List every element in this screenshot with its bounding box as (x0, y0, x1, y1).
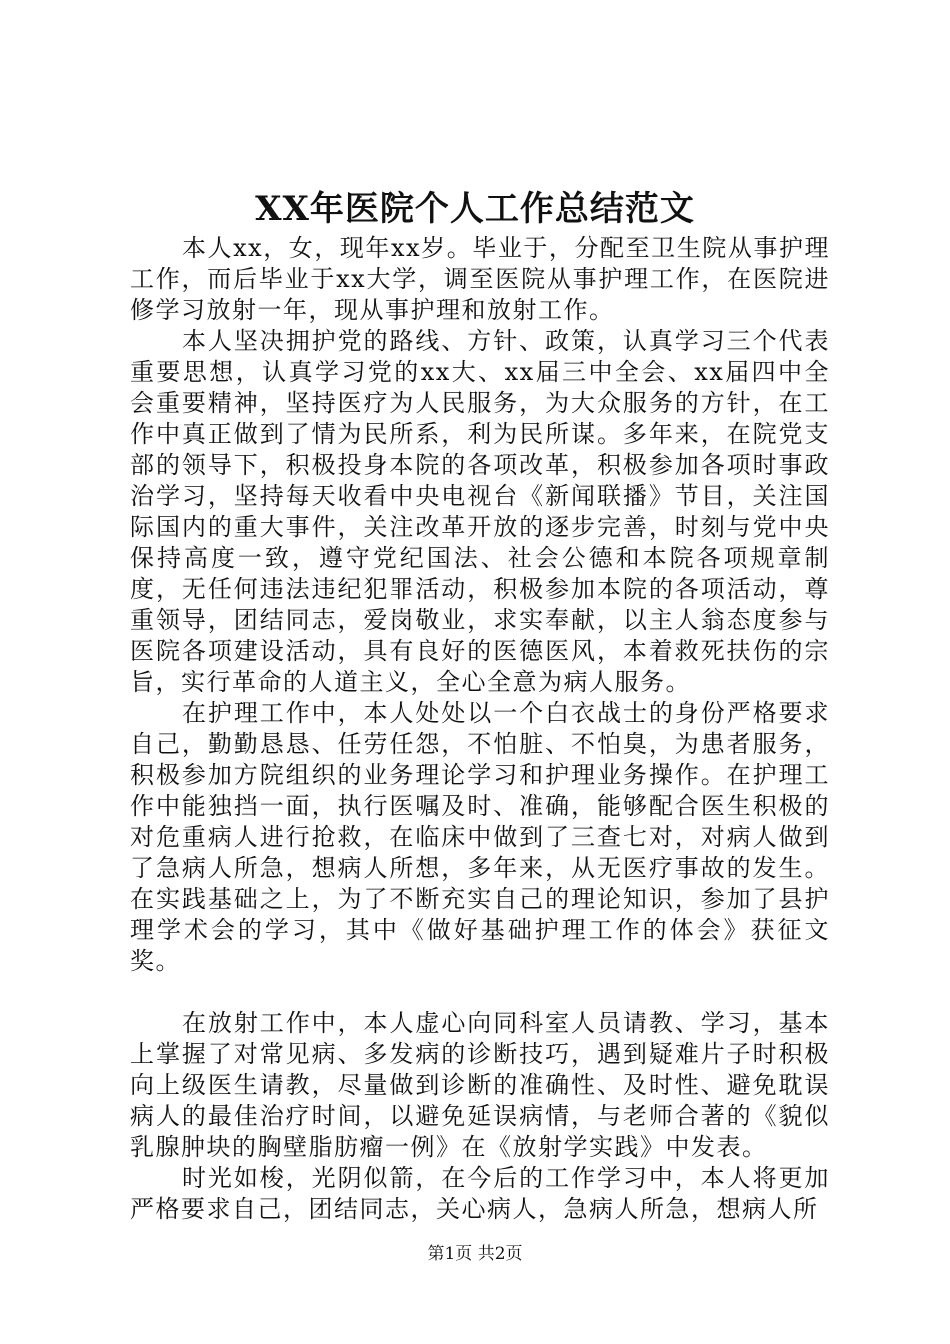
paragraph-radiology: 在放射工作中，本人虚心向同科室人员请教、学习，基本上掌握了对常见病、多发病的诊断技巧，遇到疑难片子时积极向上级医生请教，尽量做到诊断的准确性、及时性、避免耽误病人的最佳治疗时间，以避免延误病情，与老师合著的《貌似乳腺肿块的胸壁脂肪瘤一例》在《放射学实践》中发表。 (130, 1009, 830, 1161)
page-footer: 第1页 共2页 (427, 1244, 523, 1264)
paragraph-intro: 本人xx，女，现年xx岁。毕业于，分配至卫生院从事护理工作，而后毕业于xx大学，调至医院从事护理工作，在医院进修学习放射一年，现从事护理和放射工作。 (130, 234, 830, 324)
paragraph-outlook: 时光如梭，光阴似箭，在今后的工作学习中，本人将更加严格要求自己，团结同志，关心病人，急病人所急，想病人所 (130, 1164, 830, 1223)
paragraph-nursing: 在护理工作中，本人处处以一个白衣战士的身份严格要求自己，勤勤恳恳、任劳任怨，不怕脏、不怕臭，为患者服务，积极参加方院组织的业务理论学习和护理业务操作。在护理工作中能独挡一面，执行医嘱及时、准确，能够配合医生积极的对危重病人进行抢救，在临床中做到了三查七对，对病人做到了急病人所急，想病人所想，多年来，从无医疗事故的发生。在实践基础之上，为了不断充实自己的理论知识，参加了县护理学术会的学习，其中《做好基础护理工作的体会》获征文奖。 (130, 699, 830, 975)
document-body (130, 233, 830, 1225)
paragraph-political: 本人坚决拥护党的路线、方针、政策，认真学习三个代表重要思想，认真学习党的xx大、xx届三中全会、xx届四中全会重要精神，坚持医疗为人民服务，为大众服务的方针，在工作中真正做到了情为民所系，利为民所谋。多年来，在院党支部的领导下，积极投身本院的各项改革，积极参加各项时事政治学习，坚持每天收看中央电视台《新闻联播》节目，关注国际国内的重大事件，关注改革开放的逐步完善，时刻与党中央保持高度一致，遵守党纪国法、社会公德和本院各项规章制度，无任何违法违纪犯罪活动，积极参加本院的各项活动，尊重领导，团结同志，爱岗敬业，求实奉献，以主人翁态度参与医院各项建设活动，具有良好的医德医风，本着救死扶伤的宗旨，实行革命的人道主义，全心全意为病人服务。 (130, 327, 830, 696)
paragraph-gap (130, 977, 830, 1008)
document-title: XX年医院个人工作总结范文 (255, 189, 695, 229)
